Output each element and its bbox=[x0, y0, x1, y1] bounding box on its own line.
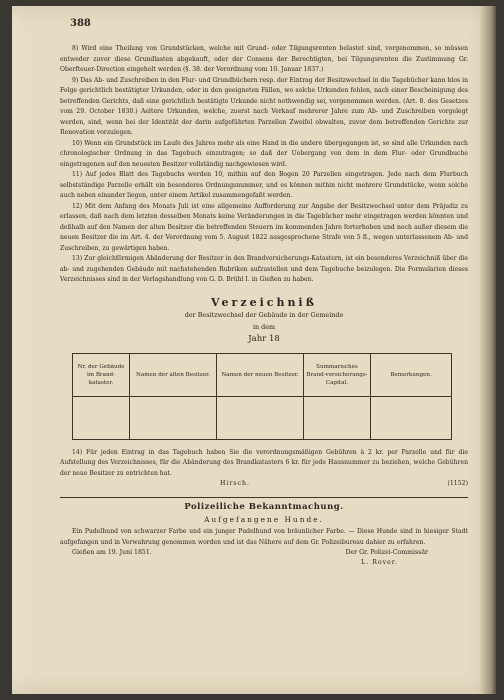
police-text: Ein Pudelhund von schwarzer Farbe und ein junger Pudelhund von bräunlicher Farbe. — Diese Hunde sind in hiesiger Stadt aufgefangen und in Verwahrung genommen worden und ist das Nähere auf dem Gr. Polizeibureau dahier zu erfahren. bbox=[60, 528, 468, 546]
register-header-row bbox=[73, 353, 452, 396]
register-subtitle: der Besitzwechsel der Gebäude in der Gemeinde bbox=[184, 310, 344, 319]
paragraph-10: 10) Wenn ein Grundstück im Laufe des Jahres mehr als eine Hand in die andere übergegangen ist, so sind alle Urkunden nach chronologischer Ordnung in das Tagebuch einzutragen; so daß der Uebergang von dem in dem Flur- oder Grundbuche eingetragenen auf den neuesten Besitzer vollständig nachgewiesen wird. bbox=[60, 139, 468, 168]
page-content bbox=[60, 44, 468, 568]
police-issuer-name: L. Rover. bbox=[361, 559, 398, 566]
register-cell bbox=[371, 396, 452, 439]
paragraph-13: 13) Zur gleichförmigen Abänderung der Besitzer in den Brandversicherungs-Katastern, ist ein besonderes Verzeichniß über die ab- und zugehenden Gebäude mit nachstehenden Rubriken aufzustellen und dem Tagebuche beizulegen. Die Formularien dieses Verzeichnisses sind in der Verlagshandlung von G. D. Brühl I. in Gießen zu haben. bbox=[60, 255, 468, 283]
page-number: 388 bbox=[70, 18, 91, 29]
col-remarks: Bemerkungen. bbox=[371, 353, 452, 396]
reference-number: (1152) bbox=[447, 480, 468, 487]
col-old-owner: Namen der alten Besitzer. bbox=[130, 353, 217, 396]
register-cell bbox=[130, 396, 217, 439]
police-subheading: Aufgefangene Hunde. bbox=[204, 515, 324, 524]
col-new-owner: Namen der neuen Besitzer. bbox=[217, 353, 304, 396]
register-cell bbox=[217, 396, 304, 439]
signature-row-14 bbox=[60, 479, 468, 489]
register-cell bbox=[304, 396, 371, 439]
paragraph-9: 9) Das Ab- und Zuschreiben in den Flur- und Grundbüchern resp. der Eintrag der Besitzwechsel in die Tagebücher kann blos in Folge gerichtlich bestätigter Urkunden, oder in den geeigneten Fällen, wo solche Urkunden fehlen, nach einer Bescheinigung des betreffenden Gerichts, daß eine gerichtlich bestätigte Urkunde nicht nothwendig sei, vorgenommen werden. (Art. 8. des Gesetzes vom 29. October 1830.) Aeltere Urkunden, welche, zuerst nach Verkauf mehrerer Jahre zum Ab- und Zuschreiben vorgelegt werden, sind, wenn bei der Identität der darin aufgeführten Parzellen Zweifel obwalten, zuvor dem betreffenden Gerichte zur Renovation vorzulegen. bbox=[60, 76, 468, 136]
document-page bbox=[12, 6, 496, 694]
paragraph-14: 14) Für jeden Eintrag in das Tagebuch haben Sie die verordnungsmäßigen Gebühren à 2 kr. per Parzelle und für die Aufstellung des Verzeichnisses, für die Abänderung des Brandkatasters 6 kr. für jede Hausnummer zu beziehen, welche Gebühren der neue Besitzer zu entrichten hat. bbox=[60, 448, 468, 477]
police-place-date: Gießen am 19. Juni 1851. bbox=[72, 549, 152, 556]
book-binding-shadow bbox=[480, 6, 496, 694]
col-building-number: Nr. der Gebäude im Brand-kataster. bbox=[73, 353, 130, 396]
police-place-date-row bbox=[60, 548, 468, 558]
register-table bbox=[72, 353, 452, 440]
paragraph-12: 12) Mit dem Anfang des Monats Juli ist eine allgemeine Aufforderung zur Angabe der Besitzwechsel unter dem Präjudiz zu erlassen, daß nach dem letzten desselben Monats keine Veränderungen in die Tagebücher mehr eingetragen werden könnten und deßhalb auf den Namen der alten Besitzer die betreffenden Steuern im kommenden Jahre forterhoben und noch außer diesem die neuen Besitzer die im Art. 4. der Verordnung vom 5. August 1822 ausgesprochene Strafe von 5 fl., wegen unterlassenem Ab- und Zuschreiben, zu gewärtigen haben. bbox=[60, 202, 468, 252]
police-issuer: Der Gr. Polizei-Commissär bbox=[345, 549, 428, 556]
col-insurance-capital: Summarisches Brand-versicherungs-Capital. bbox=[304, 353, 371, 396]
register-title: Verzeichniß bbox=[211, 295, 317, 309]
register-in-dem: in dem bbox=[252, 322, 276, 331]
register-empty-row bbox=[73, 396, 452, 439]
paragraph-8: 8) Wird eine Theilung von Grundstücken, welche mit Grund- oder Tilgungsrenten belastet sind, vorgenommen, so müssen entweder zuvor diese Grundlasten abgekauft, oder der Consens der Berechtigten, bei Tilgungsrenten die Zustimmung Gr. Oberfteuer-Direction eingeholt werden (§. 38. der Verordnung vom 10. Januar 1837.) bbox=[60, 45, 468, 73]
register-cell bbox=[73, 396, 130, 439]
police-heading: Polizeiliche Bekanntmachung. bbox=[184, 502, 344, 512]
police-issuer-name-row bbox=[60, 558, 468, 568]
section-divider bbox=[60, 497, 468, 498]
register-year: Jahr 18 bbox=[248, 333, 280, 344]
paragraph-11: 11) Auf jedes Blatt des Tagebuchs werden 10, mithin auf den Bogen 20 Parzellen eingetragen. Jede nach dem Flurbuch selbstständige Parzelle erhält ein besonderes Ordnungsnummer, und es können mithin nicht mehrere Grundstücke, wenn solche auch neben einander liegen, unter einem Artikel zusammengefaßt werden. bbox=[60, 171, 468, 199]
signature-hirsch: Hirsch. bbox=[220, 480, 250, 487]
